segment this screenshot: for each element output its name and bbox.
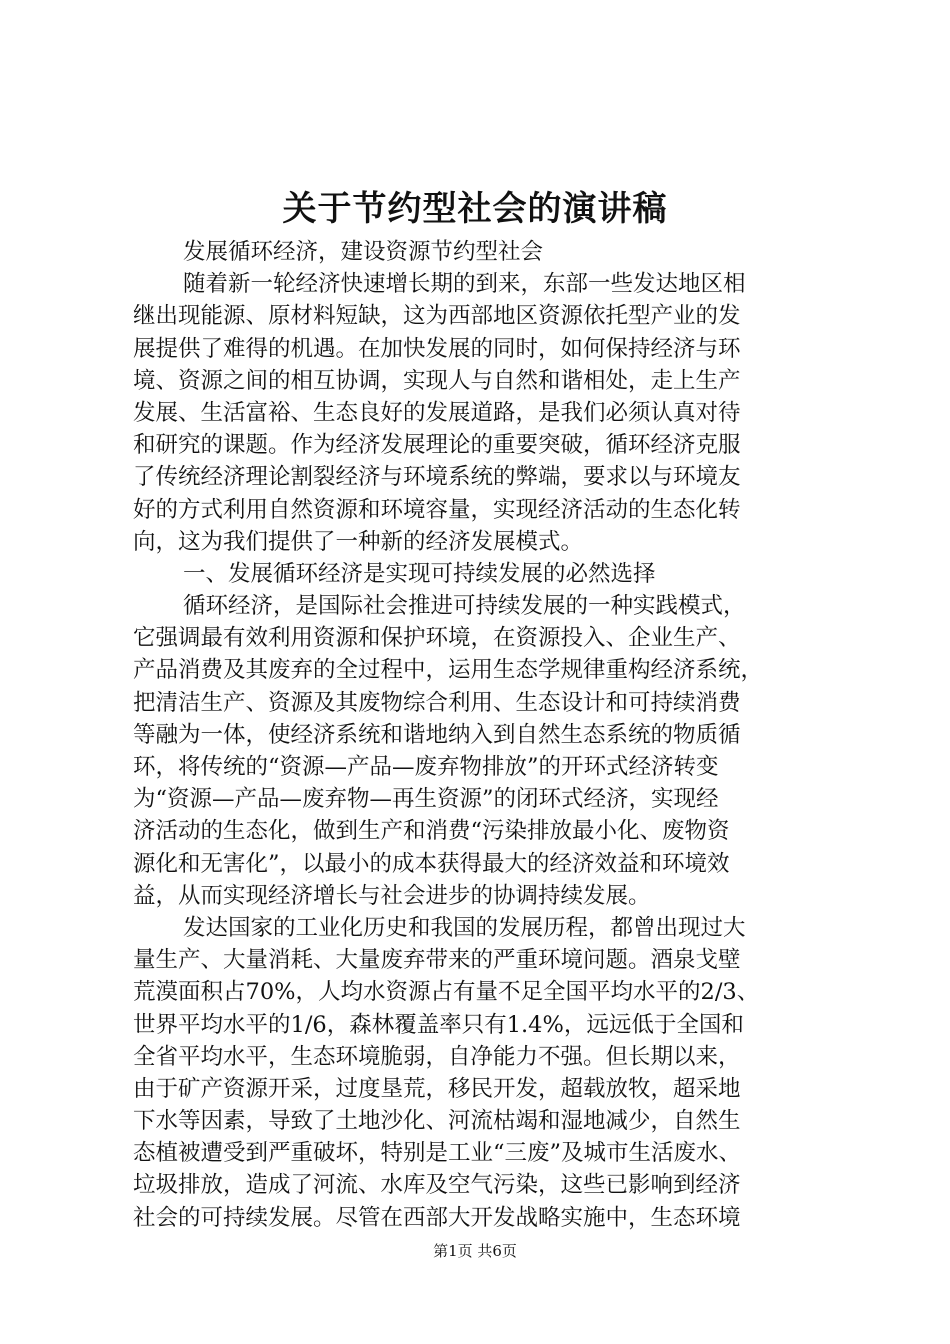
document-body <box>133 236 823 1234</box>
text-line: 垃圾排放，造成了河流、水库及空气污染，这些已影响到经济 <box>133 1172 741 1199</box>
text-line: 一、发展循环经济是实现可持续发展的必然选择 <box>183 560 656 587</box>
text-line: 益，从而实现经济增长与社会进步的协调持续发展。 <box>133 882 651 909</box>
text-line: 它强调最有效利用资源和保护环境，在资源投入、企业生产、 <box>133 625 741 652</box>
text-line: 世界平均水平的1/6，森林覆盖率只有1.4%，远远低于全国和 <box>133 1011 744 1038</box>
text-line: 发展、生活富裕、生态良好的发展道路，是我们必须认真对待 <box>133 399 741 426</box>
text-line: 发达国家的工业化历史和我国的发展历程，都曾出现过大 <box>183 914 746 941</box>
text-line: 继出现能源、原材料短缺，这为西部地区资源依托型产业的发 <box>133 303 741 330</box>
text-line: 把清洁生产、资源及其废物综合利用、生态设计和可持续消费 <box>133 689 741 716</box>
text-line: 济活动的生态化，做到生产和消费“污染排放最小化、废物资 <box>133 818 730 845</box>
text-line: 好的方式利用自然资源和环境容量，实现经济活动的生态化转 <box>133 496 741 523</box>
text-line: 循环经济，是国际社会推进可持续发展的一种实践模式， <box>183 593 746 620</box>
text-line: 全省平均水平，生态环境脆弱，自净能力不强。但长期以来， <box>133 1043 741 1070</box>
text-line: 随着新一轮经济快速增长期的到来，东部一些发达地区相 <box>183 271 746 298</box>
text-line: 社会的可持续发展。尽管在西部大开发战略实施中，生态环境 <box>133 1204 741 1231</box>
text-line: 为“资源—产品—废弃物—再生资源”的闭环式经济，实现经 <box>133 786 719 813</box>
text-line: 了传统经济理论割裂经济与环境系统的弊端，要求以与环境友 <box>133 464 741 491</box>
text-line: 量生产、大量消耗、大量废弃带来的严重环境问题。酒泉戈壁 <box>133 947 741 974</box>
text-line: 源化和无害化”，以最小的成本获得最大的经济效益和环境效 <box>133 850 730 877</box>
text-line: 产品消费及其废弃的全过程中，运用生态学规律重构经济系统， <box>133 657 764 684</box>
text-line: 发展循环经济，建设资源节约型社会 <box>183 239 544 265</box>
text-line: 态植被遭受到严重破坏，特别是工业“三废”及城市生活废水、 <box>133 1140 742 1167</box>
text-line: 展提供了难得的机遇。在加快发展的同时，如何保持经济与环 <box>133 335 741 362</box>
text-line: 境、资源之间的相互协调，实现人与自然和谐相处，走上生产 <box>133 367 741 394</box>
text-line: 由于矿产资源开采，过度垦荒，移民开发，超载放牧，超采地 <box>133 1075 741 1102</box>
text-line: 等融为一体，使经济系统和谐地纳入到自然生态系统的物质循 <box>133 721 741 748</box>
text-line: 和研究的课题。作为经济发展理论的重要突破，循环经济克服 <box>133 432 741 459</box>
text-line: 向，这为我们提供了一种新的经济发展模式。 <box>133 528 584 555</box>
page-footer: 第1页 共6页 <box>433 1242 517 1260</box>
text-line: 下水等因素，导致了土地沙化、河流枯竭和湿地减少，自然生 <box>133 1108 741 1135</box>
text-line: 环，将传统的“资源—产品—废弃物排放”的开环式经济转变 <box>133 754 719 780</box>
page-title: 关于节约型社会的演讲稿 <box>282 189 668 229</box>
text-line: 荒漠面积占70%，人均水资源占有量不足全国平均水平的2/3、 <box>133 979 760 1006</box>
